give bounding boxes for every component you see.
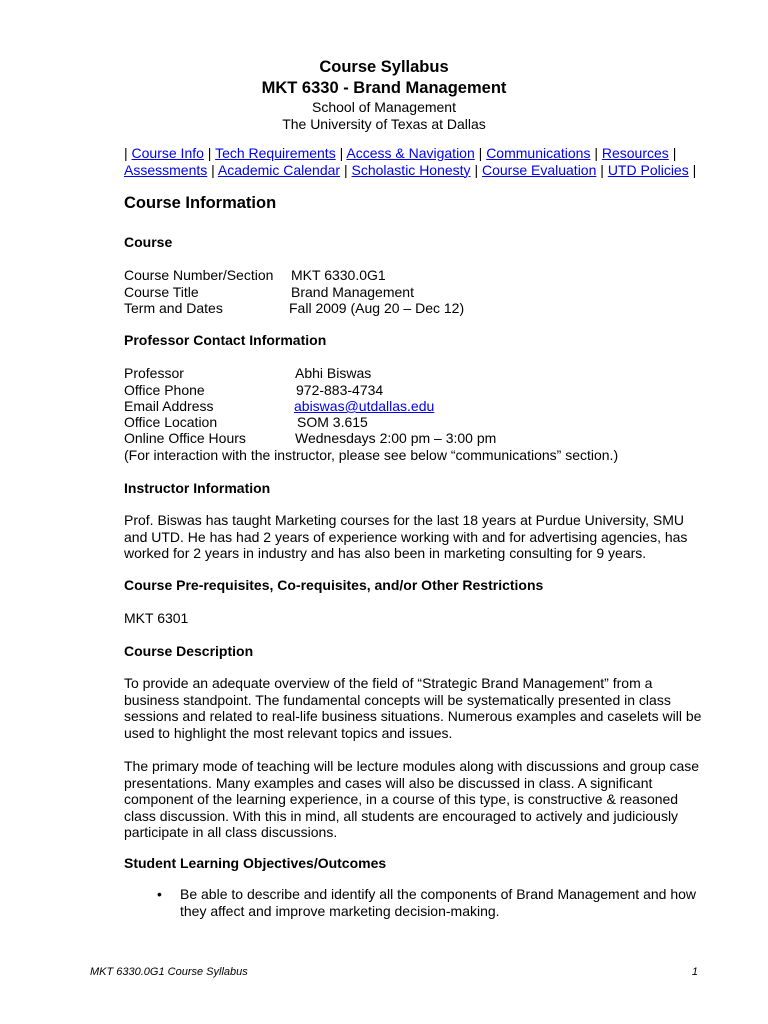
contact-note: (For interaction with the instructor, please see below “communications” section.) (124, 447, 619, 463)
nav-separator: | (339, 145, 344, 161)
page-number: 1 (691, 966, 698, 978)
description-paragraph-1: To provide an adequate overview of the field of “Strategic Brand Management” from a business standpoint. The fundamental concepts will be systematically presented in class sessions and related to real-life business situations. Numerous examples and caselets will be used to highlight the most relevant topics and issues. (124, 675, 702, 741)
nav-separator: | (124, 145, 128, 161)
nav-link-course-evaluation[interactable]: Course Evaluation (481, 161, 597, 178)
subheading-course-description: Course Description (124, 643, 254, 659)
nav-link-access-navigation[interactable]: Access & Navigation (346, 145, 475, 161)
field-value: Wednesdays 2:00 pm – 3:00 pm (295, 430, 497, 446)
nav-link-tech-requirements[interactable]: Tech Requirements (215, 145, 336, 161)
subheading-professor-contact: Professor Contact Information (124, 332, 327, 348)
field-label: Course Number/Section (124, 267, 274, 283)
field-label: Professor (124, 365, 184, 381)
school-name: School of Management (312, 99, 456, 115)
nav-link-scholastic-honesty[interactable]: Scholastic Honesty (351, 161, 471, 178)
bullet-icon: • (157, 886, 162, 902)
footer-course-label: MKT 6330.0G1 Course Syllabus (90, 966, 248, 978)
email-link[interactable]: abiswas@utdallas.edu (294, 398, 435, 414)
subheading-instructor-information: Instructor Information (124, 480, 271, 496)
field-label: Email Address (124, 398, 214, 414)
prerequisite-value: MKT 6301 (124, 610, 189, 626)
nav-link-assessments[interactable]: Assessments (124, 161, 208, 178)
field-label: Office Phone (124, 382, 205, 398)
field-label: Online Office Hours (124, 430, 246, 446)
field-value: Abhi Biswas (295, 365, 372, 381)
nav-separator: | (692, 161, 697, 178)
nav-separator: | (594, 145, 598, 161)
instructor-paragraph: Prof. Biswas has taught Marketing courses for the last 18 years at Purdue University, SMU and UTD. He has had 2 years of experience working with and for advertising agencies, has worked for 2 years in industry and has also been in marketing consulting for 9 years. (124, 512, 688, 561)
nav-separator: | (343, 161, 348, 178)
nav-link-utd-policies[interactable]: UTD Policies (607, 161, 689, 178)
nav-separator: | (211, 161, 215, 178)
nav-separator: | (672, 145, 677, 161)
field-label: Course Title (124, 284, 199, 300)
nav-link-academic-calendar[interactable]: Academic Calendar (217, 161, 341, 178)
description-paragraph-2: The primary mode of teaching will be lecture modules along with discussions and group case presentations. Many examples and cases will also be discussed in class. A significant component of the learning experience, in a course of this type, is constructive & reasoned class discussion. With this in mind, all students are encouraged to actively and judiciously participate in all class discussions. (124, 758, 700, 840)
nav-separator: | (474, 161, 479, 178)
objective-item: Be able to describe and identify all the components of Brand Management and how they affect and improve marketing decision-making. (180, 886, 696, 919)
course-name: MKT 6330 - Brand Management (261, 79, 507, 97)
document-title: Course Syllabus (319, 58, 449, 76)
subheading-course: Course (124, 234, 173, 250)
field-label: Term and Dates (124, 300, 223, 316)
nav-separator: | (478, 145, 483, 161)
field-value: Brand Management (291, 284, 414, 300)
university-name: The University of Texas at Dallas (282, 116, 486, 132)
section-heading-course-information: Course Information (124, 194, 277, 212)
nav-link-communications[interactable]: Communications (486, 145, 591, 161)
field-value: SOM 3.615 (297, 414, 368, 430)
nav-separator: | (600, 161, 604, 178)
subheading-learning-objectives: Student Learning Objectives/Outcomes (124, 855, 387, 871)
field-value: MKT 6330.0G1 (291, 267, 386, 283)
nav-separator: | (207, 145, 212, 161)
field-value: 972-883-4734 (296, 382, 384, 398)
field-label: Office Location (124, 414, 218, 430)
subheading-prerequisites: Course Pre-requisites, Co-requisites, and/or Other Restrictions (124, 577, 544, 593)
section-nav (124, 145, 704, 178)
nav-link-resources[interactable]: Resources (601, 145, 669, 161)
nav-link-course-info[interactable]: Course Info (131, 145, 204, 161)
field-value: Fall 2009 (Aug 20 – Dec 12) (289, 300, 465, 316)
